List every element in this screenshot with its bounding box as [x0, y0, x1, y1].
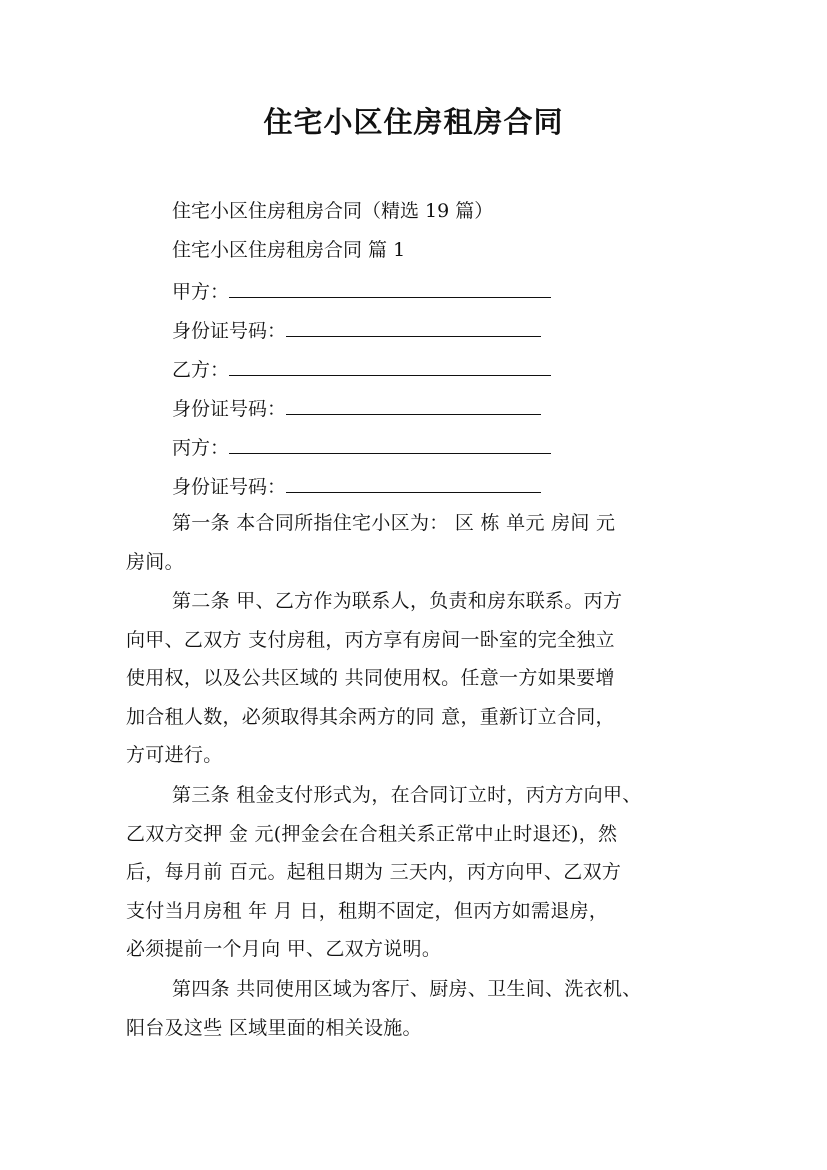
article-1 [126, 504, 716, 581]
paragraph-line: 第三条 租金支付形式为，在合同订立时，丙方方向甲、 [172, 784, 642, 806]
paragraph-line: 第一条 本合同所指住宅小区为： 区 栋 单元 房间 元 [172, 512, 616, 534]
paragraph-line: 向甲、乙双方 支付房租，丙方享有房间一卧室的完全独立 [126, 628, 615, 651]
fill-in-blank [229, 431, 551, 454]
paragraph-line: 房间。 [126, 550, 184, 573]
paragraph-line: 第二条 甲、乙方作为联系人，负责和房东联系。丙方 [172, 590, 623, 612]
field-label: 身份证号码： [172, 476, 287, 498]
fill-in-blank [286, 392, 541, 415]
article-3 [126, 776, 716, 969]
field-party-b-id [172, 392, 541, 423]
fill-in-blank [229, 353, 551, 376]
paragraph-line: 乙双方交押 金 元(押金会在合租关系正常中止时退还)，然 [126, 822, 618, 845]
field-party-a [172, 275, 551, 306]
field-label: 乙方： [172, 359, 230, 381]
field-label: 身份证号码： [172, 320, 287, 342]
paragraph-line: 阳台及这些 区域里面的相关设施。 [126, 1016, 422, 1039]
field-party-b [172, 353, 551, 384]
paragraph-line: 加合租人数，必须取得其余两方的同 意，重新订立合同， [126, 705, 615, 728]
paragraph-line: 支付当月房租 年 月 日，租期不固定，但丙方如需退房， [126, 899, 609, 922]
field-party-c-id [172, 470, 541, 501]
document-subtitle: 住宅小区住房租房合同（精选 19 篇） [172, 200, 494, 222]
paragraph-line: 方可进行。 [126, 744, 223, 766]
fill-in-blank [286, 470, 541, 493]
paragraph-line: 必须提前一个月向 甲、乙双方说明。 [126, 938, 442, 960]
article-2 [126, 582, 716, 775]
field-party-c [172, 431, 551, 462]
paragraph-line: 后，每月前 百元。起租日期为 三天内，丙方向甲、乙双方 [126, 861, 622, 883]
paragraph-line: 第四条 共同使用区域为客厅、厨房、卫生间、洗衣机、 [172, 978, 642, 1000]
field-label: 身份证号码： [172, 398, 287, 420]
document-title: 住宅小区住房租房合同 [263, 105, 564, 139]
fill-in-blank [229, 275, 551, 298]
field-label: 甲方： [172, 281, 230, 303]
field-party-a-id [172, 314, 541, 345]
paragraph-line: 使用权，以及公共区域的 共同使用权。任意一方如果要增 [126, 667, 615, 689]
article-4 [126, 970, 716, 1047]
fill-in-blank [286, 314, 541, 337]
field-label: 丙方： [172, 437, 230, 459]
section-heading: 住宅小区住房租房合同 篇 1 [172, 239, 406, 261]
